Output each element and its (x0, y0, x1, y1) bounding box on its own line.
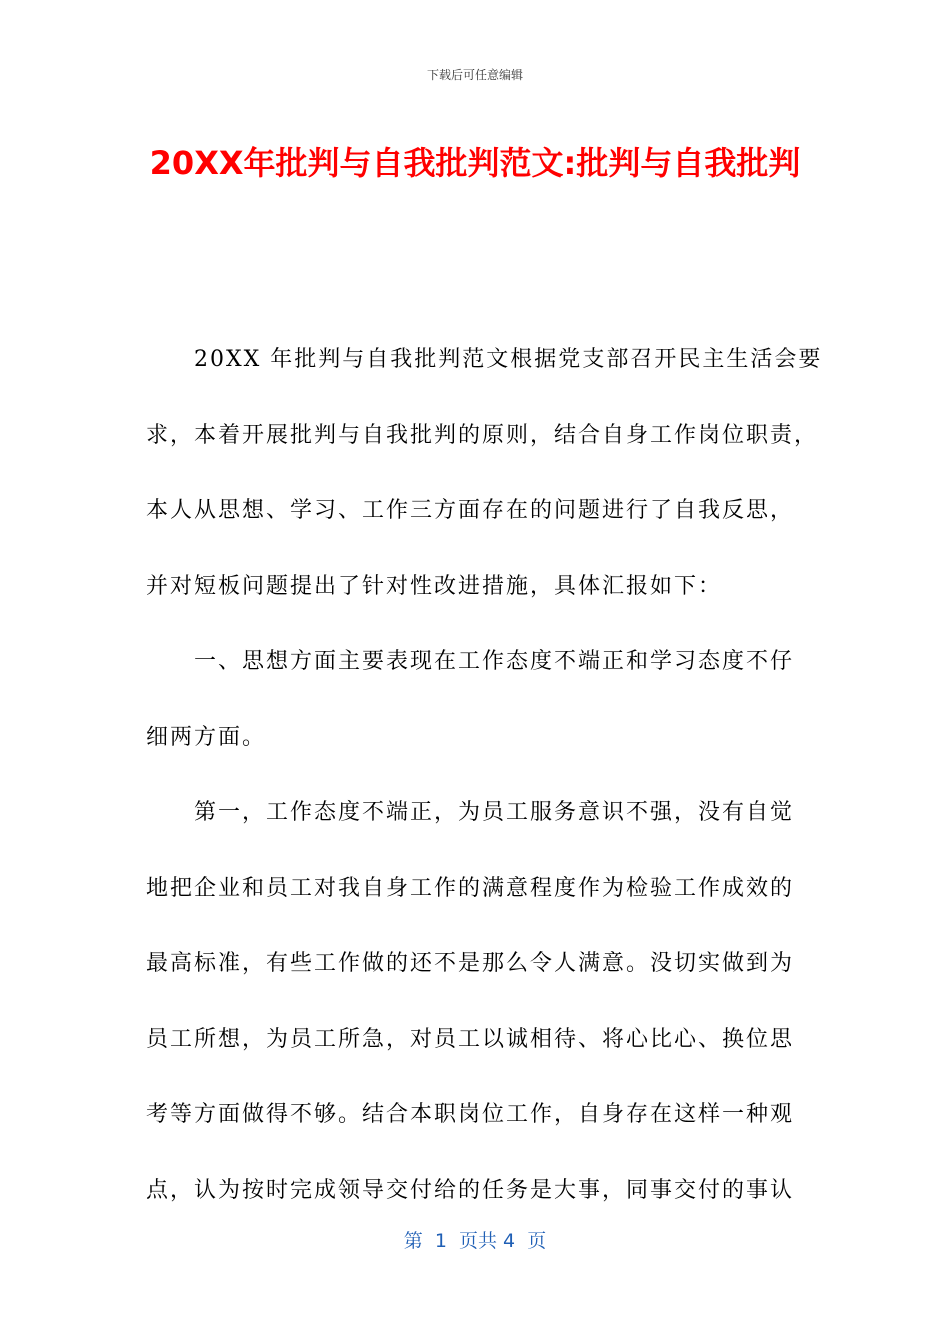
paragraph-section-one (146, 624, 806, 775)
text-line: 细两方面。 (146, 724, 267, 750)
text-line: 一、思想方面主要表现在工作态度不端正和学习态度不仔 (194, 649, 795, 674)
document-body (146, 322, 823, 1228)
text-line: 最高标准，有些工作做的还不是那么令人满意。没切实做到为 (146, 951, 795, 976)
text-line: 求，本着开展批判与自我批判的原则，结合自身工作岗位职责， (146, 422, 819, 448)
page-number-footer: 第 1 页共 4 页 (403, 1230, 547, 1252)
text-line: 第一，工作态度不端正，为员工服务意识不强，没有自觉 (194, 800, 795, 825)
text-line: 地把企业和员工对我自身工作的满意程度作为检验工作成效的 (146, 875, 795, 901)
text-line: 本人从思想、学习、工作三方面存在的问题进行了自我反思， (146, 498, 795, 523)
text-line: 考等方面做得不够。结合本职岗位工作，自身存在这样一种观 (146, 1102, 795, 1127)
paragraph-first-point (146, 775, 806, 1228)
header-note: 下载后可任意编辑 (426, 68, 523, 82)
document-title: 20XX年批判与自我批判范文:批判与自我批判 (149, 144, 801, 182)
paragraph-intro (146, 322, 823, 624)
text-line: 并对短板问题提出了针对性改进措施，具体汇报如下： (146, 573, 723, 599)
text-line: 员工所想，为员工所急，对员工以诚相待、将心比心、换位思 (146, 1026, 795, 1052)
text-line: 点，认为按时完成领导交付给的任务是大事，同事交付的事认 (146, 1177, 795, 1203)
text-line: 20XX 年批判与自我批判范文根据党支部召开民主生活会要 (194, 347, 823, 372)
